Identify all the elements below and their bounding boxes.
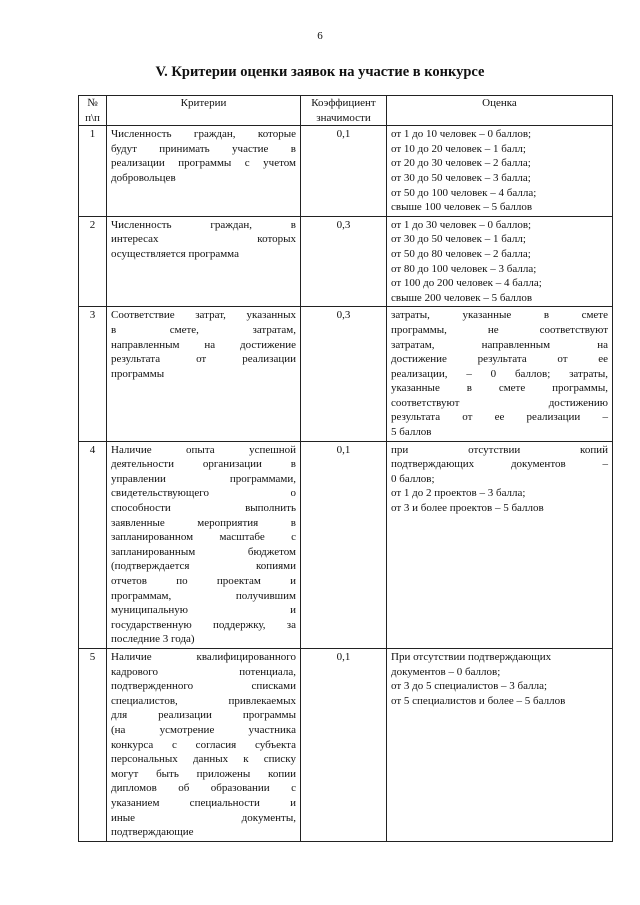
criteria-line: способности выполнить [111, 502, 296, 515]
coefficient-cell: 0,1 [301, 441, 387, 648]
table-row [79, 648, 613, 841]
score-line: реализации, – 0 баллов; затраты, [391, 367, 608, 380]
criteria-line: направленным на достижение [111, 338, 296, 351]
criteria-line: интересах которых [111, 233, 296, 246]
table-row [79, 126, 613, 217]
row-number: 2 [79, 216, 107, 307]
criteria-cell [107, 441, 301, 648]
page-number: 6 [317, 30, 323, 42]
row-number: 1 [79, 126, 107, 217]
criteria-line: подтвержденного списками [111, 680, 296, 693]
score-line: 0 баллов; [391, 472, 435, 485]
score-line: от 50 до 80 человек – 2 балла; [391, 247, 531, 260]
score-line: свыше 100 человек – 5 баллов [391, 201, 533, 214]
score-line: 5 баллов [391, 426, 432, 439]
score-line: от 30 до 50 человек – 1 балл; [391, 233, 526, 246]
coefficient-cell: 0,3 [301, 216, 387, 307]
criteria-line: деятельности организации в [111, 458, 296, 471]
score-line: соответствуют достижению [391, 396, 608, 409]
score-cell [387, 126, 613, 217]
criteria-line: реализации программы с учетом [111, 157, 296, 170]
score-line: от 1 до 10 человек – 0 баллов; [391, 128, 532, 141]
criteria-line: Наличие квалифицированного [111, 650, 296, 663]
criteria-line: (подтверждается копиями [111, 560, 296, 573]
criteria-line: осуществляется программа [111, 247, 239, 260]
header-num: № п\п [79, 96, 107, 126]
criteria-line: последние 3 года) [111, 633, 195, 646]
score-line: подтверждающих документов – [391, 458, 608, 471]
score-line: от 3 и более проектов – 5 баллов [391, 502, 544, 515]
criteria-line: будут принимать участие в [111, 142, 296, 155]
table-header-row [79, 96, 613, 126]
criteria-line: запланированным бюджетом [111, 545, 296, 558]
criteria-cell [107, 648, 301, 841]
criteria-line: заявленные мероприятия в [111, 516, 296, 529]
table-row [79, 441, 613, 648]
header-criteria: Критерии [107, 96, 301, 126]
score-line: программы, не соответствуют [391, 323, 608, 336]
criteria-line: (на усмотрение участника [111, 723, 296, 736]
criteria-line: кадрового потенциала, [111, 665, 296, 678]
score-line: при отсутствии копий [391, 443, 608, 456]
coefficient-cell: 0,1 [301, 648, 387, 841]
row-number: 5 [79, 648, 107, 841]
score-line: документов – 0 баллов; [391, 665, 501, 678]
table-row [79, 216, 613, 307]
criteria-line: конкурса с согласия субъекта [111, 738, 296, 751]
score-line: результата от ее реализации – [391, 411, 608, 424]
score-cell [387, 307, 613, 441]
table-body [79, 126, 613, 842]
score-line: указанные в смете программы, [391, 382, 608, 395]
criteria-line: в смете, затратам, [111, 323, 296, 336]
criteria-line: добровольцев [111, 171, 176, 184]
criteria-line: государственную поддержку, за [111, 618, 296, 631]
score-cell [387, 441, 613, 648]
criteria-line: программам, получившим [111, 589, 296, 602]
criteria-line: отчетов по проектам и [111, 575, 296, 587]
criteria-cell [107, 216, 301, 307]
criteria-line: Соответствие затрат, указанных [111, 309, 296, 322]
score-line: от 1 до 2 проектов – 3 балла; [391, 487, 526, 500]
score-line: от 80 до 100 человек – 3 балла; [391, 262, 537, 275]
criteria-cell [107, 126, 301, 217]
criteria-line: подтверждающие [111, 826, 194, 839]
criteria-line: для реализации программы [111, 709, 296, 722]
score-line: от 100 до 200 человек – 4 балла; [391, 277, 542, 290]
score-cell [387, 216, 613, 307]
criteria-line: запланированном масштабе с [111, 531, 296, 544]
criteria-line: свидетельствующего о [111, 487, 296, 500]
criteria-line: персональных данных к списку [111, 753, 296, 766]
criteria-line: иные документы, [111, 811, 296, 824]
table-row [79, 307, 613, 441]
coefficient-cell: 0,3 [301, 307, 387, 441]
row-number: 3 [79, 307, 107, 441]
criteria-line: Наличие опыта успешной [111, 443, 296, 456]
score-cell [387, 648, 613, 841]
score-line: При отсутствии подтверждающих [391, 650, 552, 663]
criteria-line: могут быть приложены копии [111, 767, 296, 780]
header-score: Оценка [387, 96, 613, 126]
criteria-line: Численность граждан, которые [111, 128, 296, 141]
criteria-line: указанием специальности и [111, 796, 296, 809]
score-line: от 50 до 100 человек – 4 балла; [391, 186, 537, 199]
criteria-line: специалистов, привлекаемых [111, 694, 296, 707]
criteria-line: программы [111, 367, 165, 380]
score-line: от 10 до 20 человек – 1 балл; [391, 142, 526, 155]
score-line: затраты, указанные в смете [391, 309, 608, 322]
criteria-cell [107, 307, 301, 441]
page-title: V. Критерии оценки заявок на участие в конкурсе [155, 64, 485, 80]
criteria-line: муниципальную и [111, 604, 296, 617]
criteria-line: результата от реализации [111, 353, 296, 366]
criteria-table [78, 95, 613, 842]
score-line: от 30 до 50 человек – 3 балла; [391, 171, 531, 184]
score-line: от 5 специалистов и более – 5 баллов [391, 694, 566, 707]
criteria-line: управлении программами, [111, 472, 296, 485]
score-line: затратам, направленным на [391, 338, 608, 351]
row-number: 4 [79, 441, 107, 648]
score-line: от 3 до 5 специалистов – 3 балла; [391, 680, 548, 693]
header-coef: Коэффициент значимости [301, 96, 387, 126]
score-line: достижение результата от ее [391, 353, 608, 366]
criteria-line: дипломов об образовании с [111, 782, 296, 795]
score-line: от 1 до 30 человек – 0 баллов; [391, 218, 532, 231]
score-line: от 20 до 30 человек – 2 балла; [391, 157, 531, 170]
score-line: свыше 200 человек – 5 баллов [391, 291, 533, 304]
criteria-line: Численность граждан, в [111, 218, 296, 231]
coefficient-cell: 0,1 [301, 126, 387, 217]
